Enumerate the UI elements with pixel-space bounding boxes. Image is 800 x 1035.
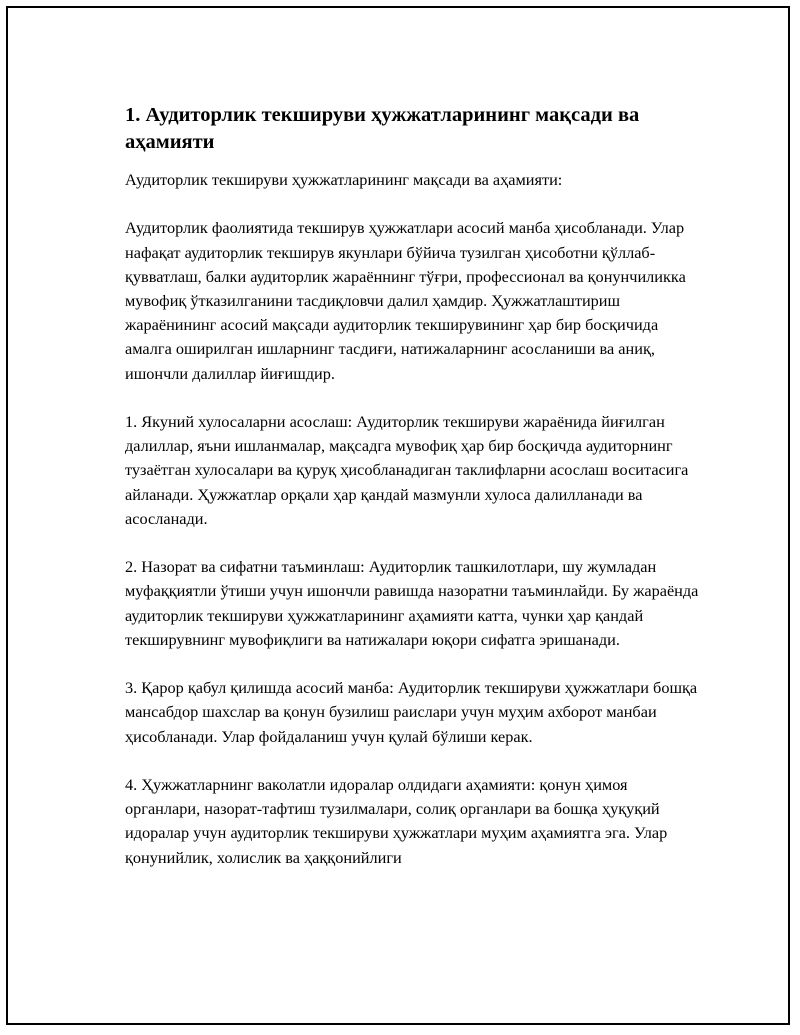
document-title: 1. Аудиторлик текшируви ҳужжатларининг мақсади ва аҳамияти xyxy=(125,104,640,153)
paragraph-item-1: 1. Якуний хулосаларни асослаш: Аудиторлик текшируви жараёнида йиғилган далиллар, яъни ишланмалар, мақсадга мувофиқ ҳар бир босқичда аудиторнинг тузаётган хулосалари ва қуруқ ҳисобланадиган таклифларни асослаш воситасига айланади. Ҳужжатлар орқали ҳар қандай мазмунли хулоса далилланади ва асосланади. xyxy=(125,412,689,528)
paragraph-item-3: 3. Қарор қабул қилишда асосий манба: Аудиторлик текшируви ҳужжатлари бошқа мансабдор шахслар ва қонун бузилиш раислари учун муҳим ахборот манбаи ҳисобланади. Улар фойдаланиш учун қулай бўлиши керак. xyxy=(125,678,698,746)
paragraph-overview: Аудиторлик фаолиятида текширув ҳужжатлари асосий манба ҳисобланади. Улар нафақат аудиторлик текширув якунлари бўйича тузилган ҳисоботни қўллаб-қувватлаш, балки аудиторлик жараённинг тўғри, профессионал ва қонунчиликка мувофиқ ўтказилганини тасдиқловчи далил ҳамдир. Ҳужжатлаштириш жараёнининг асосий мақсади аудиторлик текширувининг ҳар бир босқичида амалга оширилган ишларнинг тасдиғи, натижаларнинг асосланиши ва аниқ, ишончли далиллар йиғишдир. xyxy=(125,218,686,383)
page-frame xyxy=(6,6,790,1025)
paragraph-item-2: 2. Назорат ва сифатни таъминлаш: Аудиторлик ташкилотлари, шу жумладан муфаққиятли ўтиши учун ишончли равишда назоратни таъминлайди. Бу жараёнда аудиторлик текшируви ҳужжатларининг аҳамияти катта, чунки ҳар қандай текширувнинг мувофиқлиги ва натижалари юқори сифатга эришанади. xyxy=(125,557,699,649)
intro-line: Аудиторлик текшируви ҳужжатларининг мақсади ва аҳамияти: xyxy=(125,170,563,189)
document-body xyxy=(125,102,705,894)
paragraph-item-4: 4. Ҳужжатларнинг ваколатли идоралар олдидаги аҳамияти: қонун ҳимоя органлари, назорат-тафтиш тузилмалари, солиқ органлари ва бошқа ҳуқуқий идоралар учун аудиторлик текшируви ҳужжатлари муҳим аҳамиятга эга. Улар қонунийлик, холислик ва ҳаққонийлиги xyxy=(125,775,668,867)
